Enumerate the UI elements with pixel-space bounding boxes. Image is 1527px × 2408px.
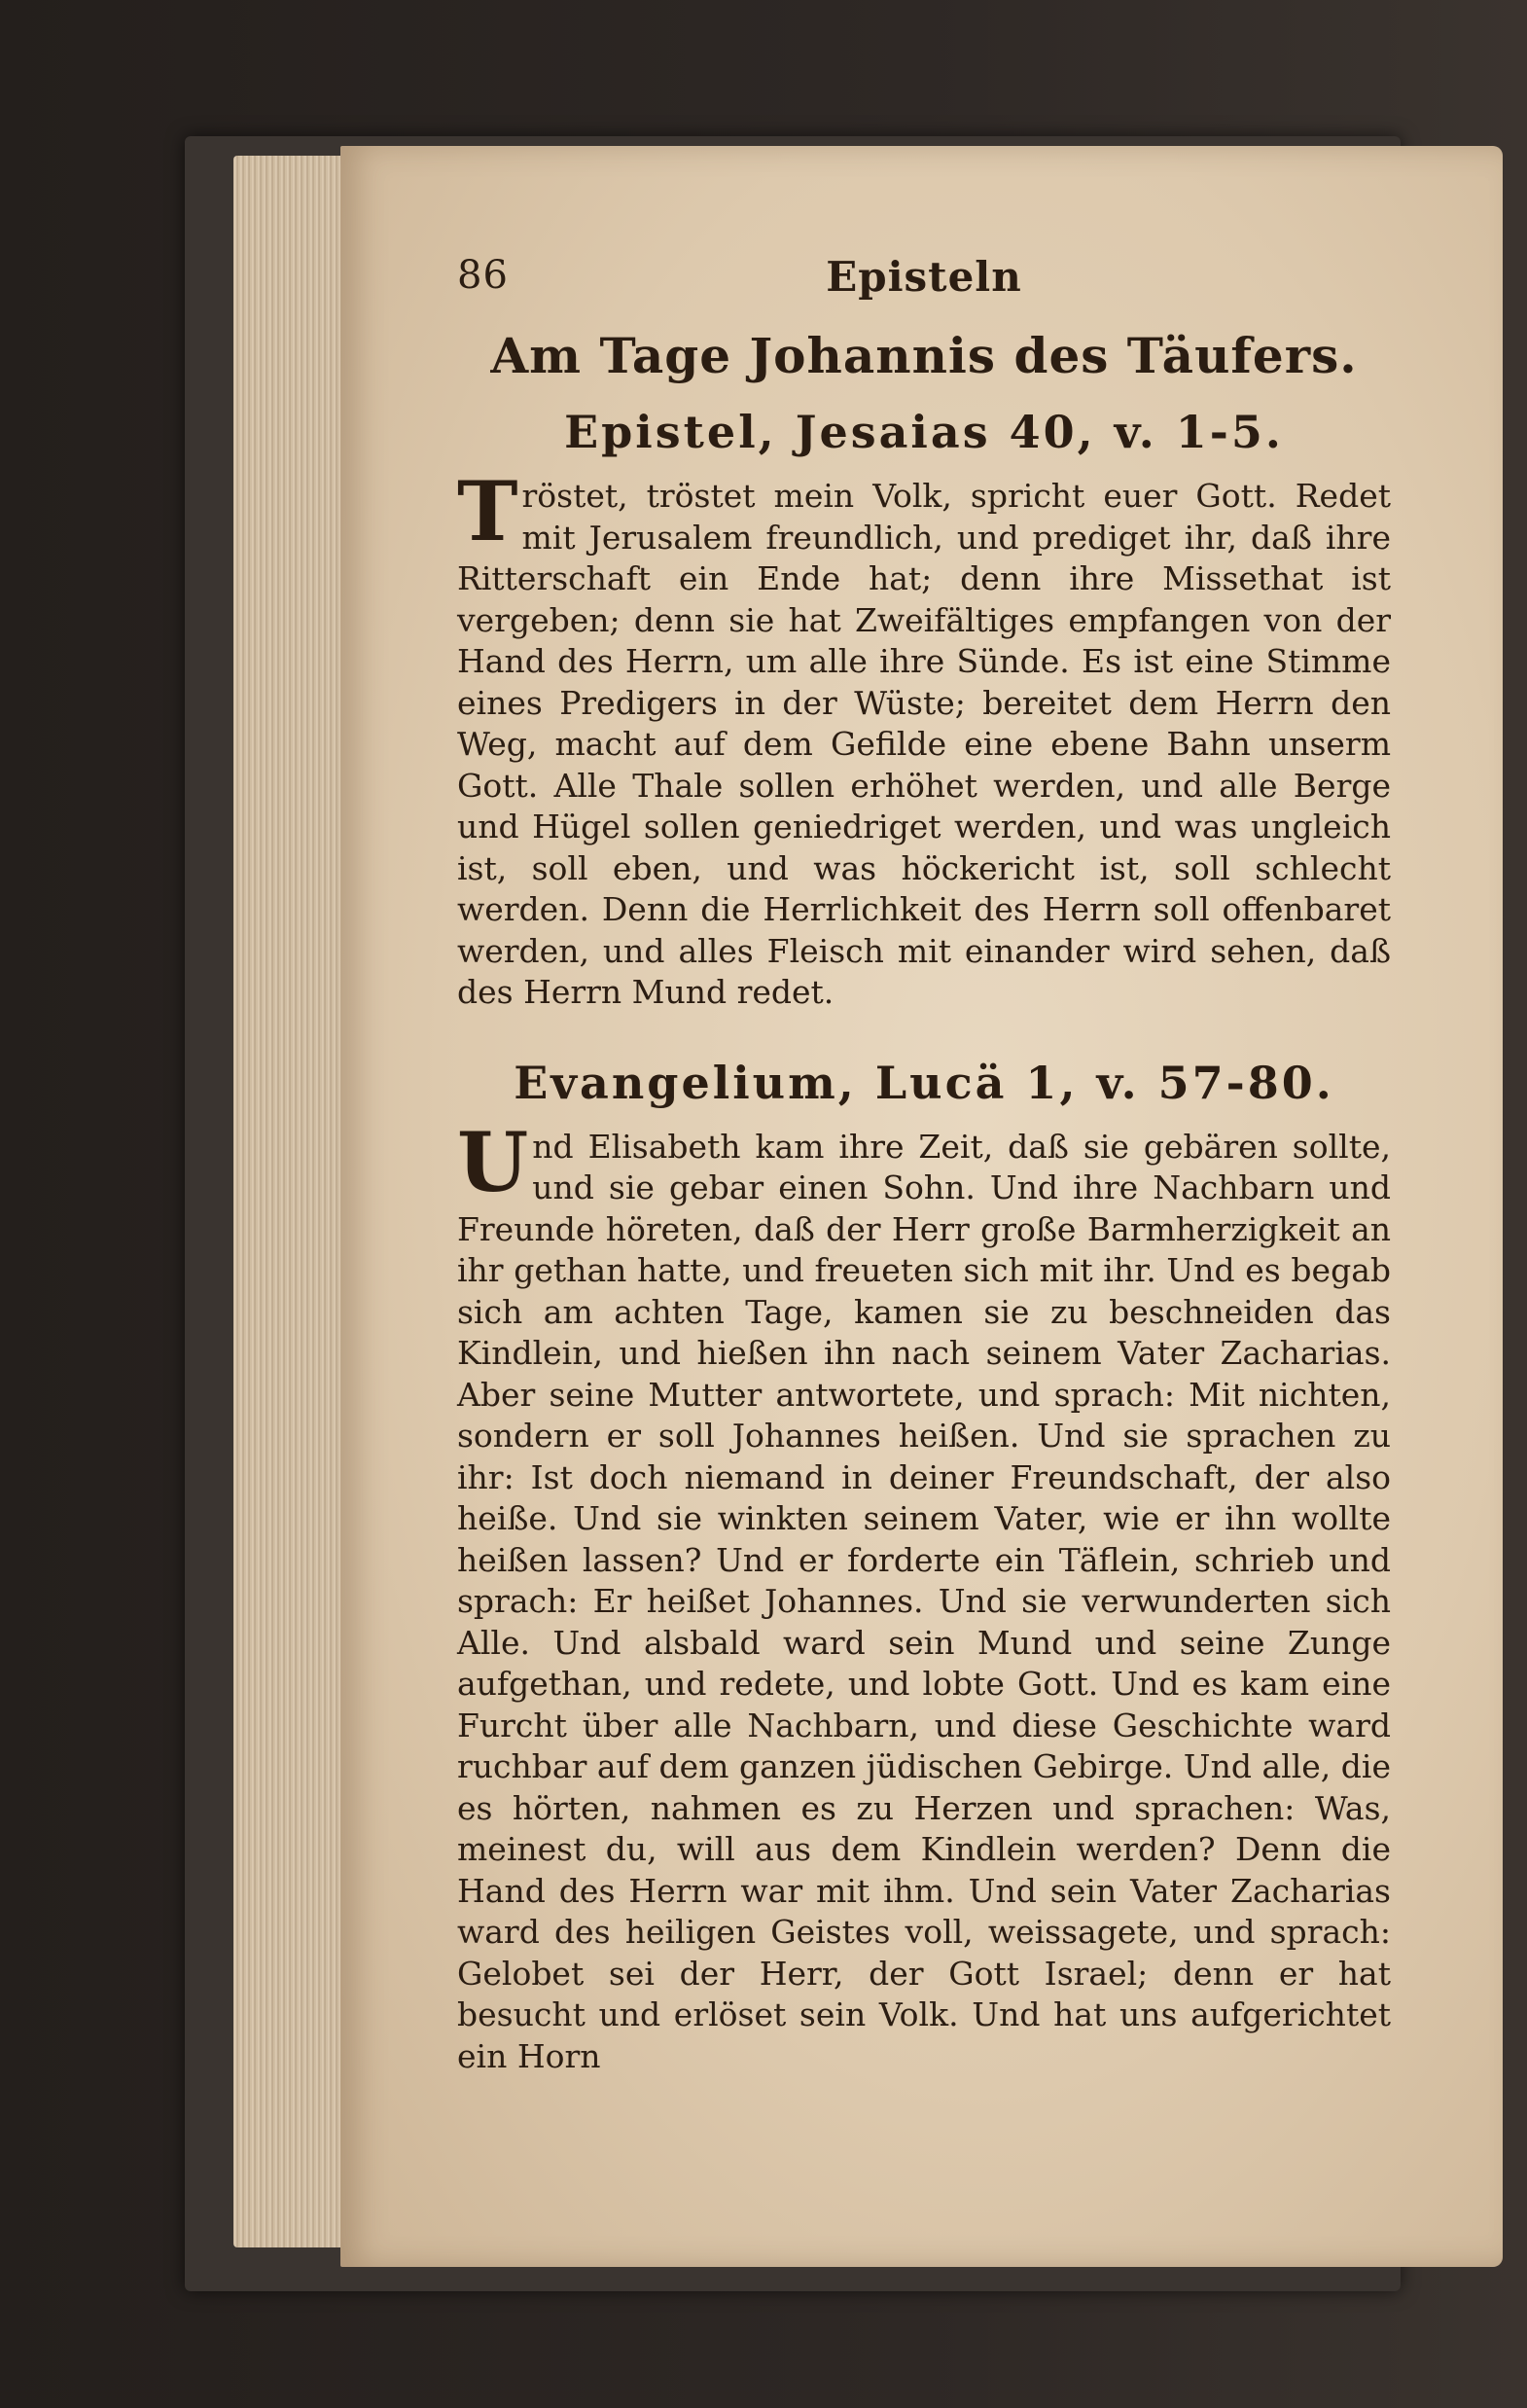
gospel-body: nd Elisabeth kam ihre Zeit, daß sie gebären sollte, und sie gebar einen Sohn. Und ihre Nachbarn und Freunde höreten, daß der Herr große Barmherzigkeit an ihr gethan hatte, und freueten sich mit ihr. Und es begab sich am achten Tage, kamen sie zu beschneiden das Kindlein, und hießen ihn nach seinem Vater Zacharias. Aber seine Mutter antwortete, und sprach: Mit nichten, sondern er soll Johannes heißen. Und sie sprachen zu ihr: Ist doch niemand in deiner Freundschaft, der also heiße. Und sie winkten seinem Vater, wie er ihn wollte heißen lassen? Und er forderte ein Täflein, schrieb und sprach: Er heißet Johannes. Und sie verwunderten sich Alle. Und alsbald ward sein Mund und seine Zunge aufgethan, und redete, und lobte Gott. Und es kam eine Furcht über alle Nachbarn, und diese Geschichte ward ruchbar auf dem ganzen jüdischen Gebirge. Und alle, die es hörten, nahmen es zu Herzen und sprachen: Was, meinest du, will aus dem Kindlein werden? Denn die Hand des Herrn war mit ihm. Und sein Vater Zacharias ward des heiligen Geistes voll, weissagete, und sprach: Gelobet sei der Herr, der Gott Israel; denn er hat besucht und erlöset sein Volk. Und hat uns aufgerichtet ein Horn xyxy=(457,1127,1391,2075)
book-page xyxy=(340,146,1503,2267)
epistle-text xyxy=(457,463,1391,1014)
epistle-dropcap: T xyxy=(457,463,518,559)
feast-title: Am Tage Johannis des Täufers. xyxy=(490,327,1358,384)
section-head: Episteln xyxy=(826,253,1022,301)
page-number: 86 xyxy=(457,253,509,298)
gospel-text xyxy=(457,1113,1391,2078)
gospel-heading: Evangelium, Lucä 1, v. 57-80. xyxy=(514,1056,1334,1109)
epistle-heading: Epistel, Jesaias 40, v. 1-5. xyxy=(564,406,1284,458)
gospel-dropcap: U xyxy=(457,1113,529,1210)
page-text-block xyxy=(457,253,1391,2077)
running-head xyxy=(457,253,1391,321)
epistle-body: röstet, tröstet mein Volk, spricht euer Gott. Redet mit Jerusalem freundlich, und prediget ihr, daß ihre Ritterschaft ein Ende hat; denn ihre Missethat ist vergeben; denn sie hat Zweifältiges empfangen von der Hand des Herrn, um alle ihre Sünde. Es ist eine Stimme eines Predigers in der Wüste; bereitet dem Herrn den Weg, macht auf dem Gefilde eine ebene Bahn unserm Gott. Alle Thale sollen erhöhet werden, und alle Berge und Hügel sollen geniedriget werden, und was ungleich ist, soll eben, und was höckericht ist, soll schlecht werden. Denn die Herrlichkeit des Herrn soll offenbaret werden, und alles Fleisch mit einander wird sehen, daß des Herrn Mund redet. xyxy=(457,477,1391,1011)
